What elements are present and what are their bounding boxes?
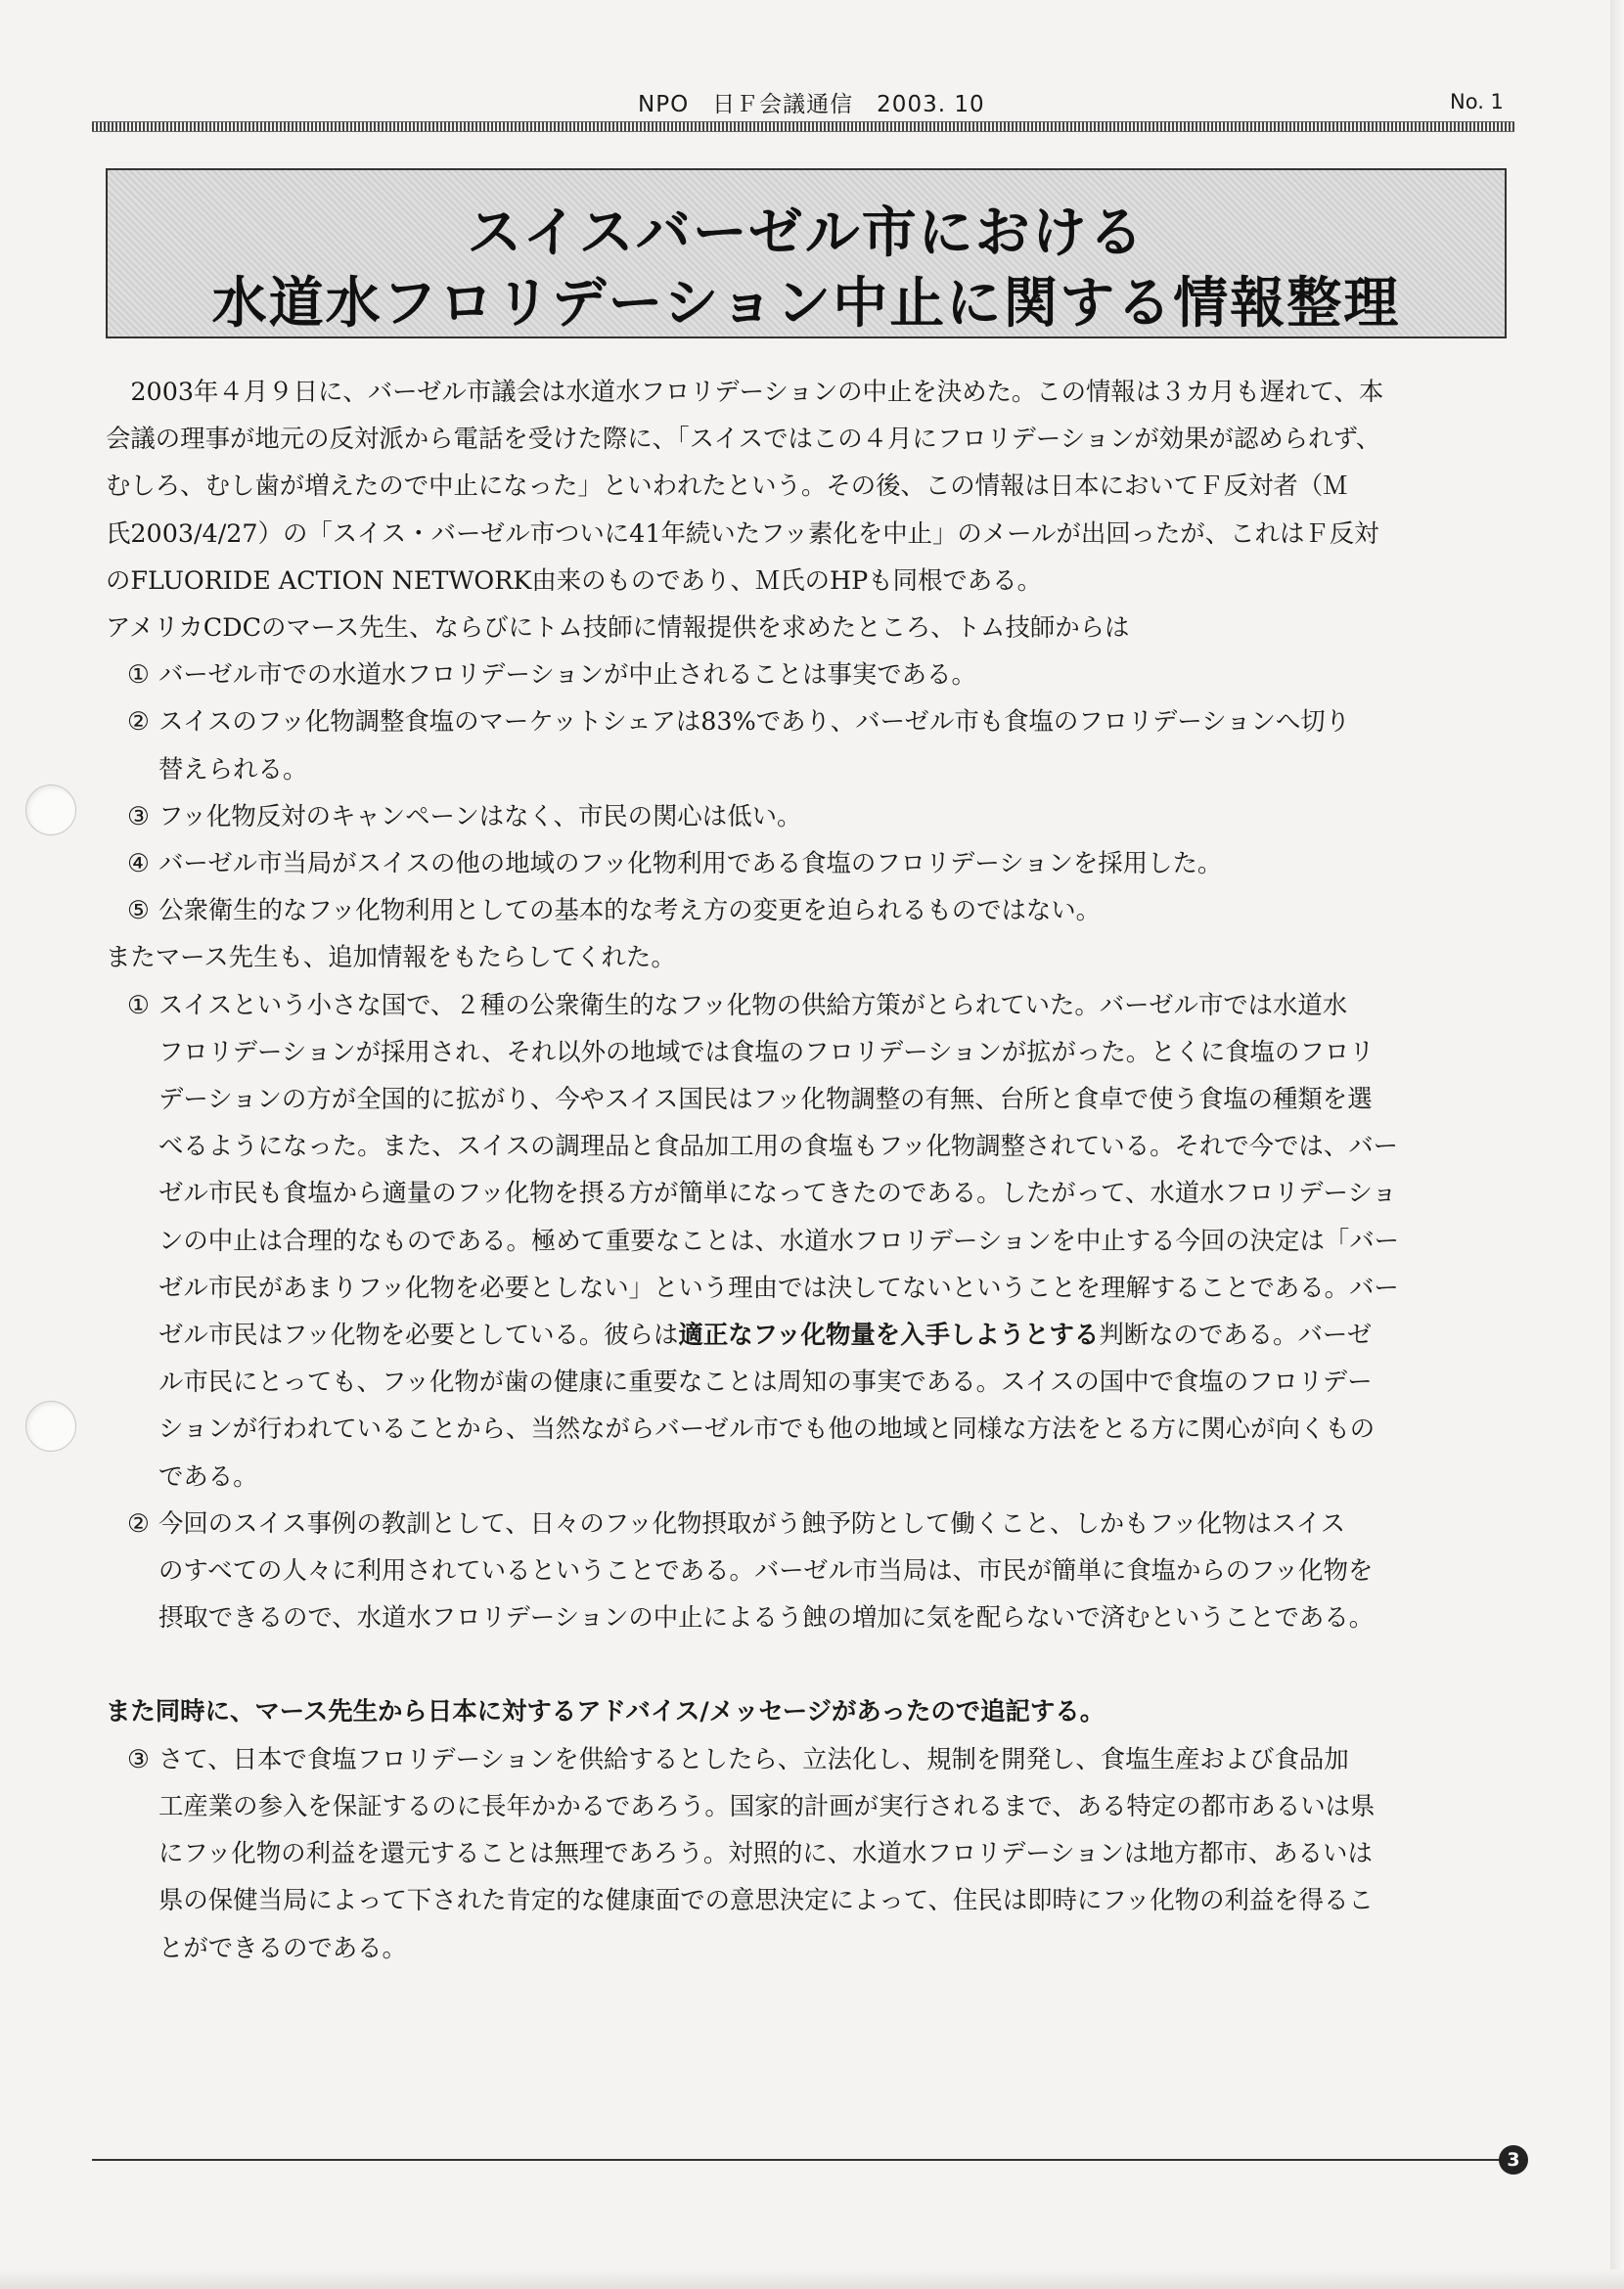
text-line: ションが行われていることから、当然ながらバーゼル市でも他の地域と同様な方法をとる方に関心が向くもの	[158, 1414, 1376, 1444]
advice-heading: また同時に、マース先生から日本に対するアドバイス/メッセージがあったので追記する。	[106, 1696, 1105, 1727]
binder-hole	[25, 1401, 76, 1452]
page-edge	[1610, 0, 1624, 2289]
text-span: ゼル市民はフッ化物を必要としている。彼らは	[158, 1320, 679, 1350]
item-number: ①	[127, 989, 150, 1019]
item-number: ①	[127, 659, 150, 690]
mars-item-3	[106, 1735, 1503, 1971]
title-line-1: スイスバーゼル市における	[467, 202, 1146, 265]
title-line-2: 水道水フロリデーション中止に関する情報整理	[211, 272, 1401, 336]
text-line: むしろ、むし歯が増えたので中止になった」といわれたという。その後、この情報は日本においてＦ反対者（Ｍ	[106, 471, 1348, 501]
text-line: のすべての人々に利用されているということである。バーゼル市当局は、市民が簡単に食塩からのフッ化物を	[158, 1555, 1374, 1586]
text-line: スイスという小さな国で、２種の公衆衛生的なフッ化物の供給方策がとられていた。バーゼル市では水道水	[158, 989, 1348, 1019]
mars-intro: またマース先生も、追加情報をもたらしてくれた。	[106, 942, 676, 972]
text-line: さて、日本で食塩フロリデーションを供給するとしたら、立法化し、規制を開発し、食塩生産および食品加	[158, 1743, 1349, 1773]
text-line: ゼル市民があまりフッ化物を必要としない」という理由では決してないということを理解することである。バー	[158, 1272, 1399, 1302]
item-number: ⑤	[127, 895, 150, 925]
text-line: 替えられる。	[158, 753, 308, 784]
text-line: スイスのフッ化物調整食塩のマーケットシェアは83%であり、バーゼル市も食塩のフロリデーションへ切り	[158, 706, 1351, 737]
text-line: フロリデーションが採用され、それ以外の地域では食塩のフロリデーションが拡がった。とくに食塩のフロリ	[158, 1036, 1375, 1066]
text-line: バーゼル市での水道水フロリデーションが中止されることは事実である。	[158, 659, 976, 690]
text-line: 公衆衛生的なフッ化物利用としての基本的な考え方の変更を迫られるものではない。	[158, 895, 1102, 925]
text-line: 摂取できるので、水道水フロリデーションの中止によるう蝕の増加に気を配らないで済むということである。	[158, 1602, 1375, 1633]
tom-item-4	[106, 839, 1503, 886]
text-line: のFLUORIDE ACTION NETWORK由来のものであり、Ｍ氏のHPも同根である。	[106, 564, 1042, 595]
text-line: 2003年４月９日に、バーゼル市議会は水道水フロリデーションの中止を決めた。この情報は３カ月も遅れて、本	[130, 377, 1384, 406]
text-line: ンの中止は合理的なものである。極めて重要なことは、水道水フロリデーションを中止する今回の決定は「バー	[158, 1225, 1400, 1255]
text-line: にフッ化物の利益を還元することは無理であろう。対照的に、水道水フロリデーションは地方都市、あるいは	[158, 1838, 1373, 1868]
text-line: 今回のスイス事例の教訓として、日々のフッ化物摂取がう蝕予防として働くこと、しかもフッ化物はスイス	[158, 1507, 1346, 1538]
newsletter-title: NPO 日Ｆ会議通信 2003. 10	[638, 92, 985, 117]
binder-hole	[25, 785, 76, 835]
text-line: 会議の理事が地元の反対派から電話を受けた際に、「スイスではこの４月にフロリデーションが効果が認められず、	[106, 424, 1381, 454]
text-line: デーションの方が全国的に拡がり、今やスイス国民はフッ化物調整の有無、台所と食卓で使う食塩の種類を選	[158, 1084, 1373, 1114]
tom-item-5	[106, 886, 1503, 933]
text-line: 工産業の参入を保証するのに長年かかるであろう。国家的計画が実行されるまで、ある特定の都市あるいは県	[158, 1790, 1376, 1820]
text-line: べるようになった。また、スイスの調理品と食品加工用の食塩もフッ化物調整されている。それで今では、バー	[158, 1131, 1398, 1161]
paragraph-spacer	[106, 1640, 1503, 1687]
text-line: である。	[158, 1460, 258, 1491]
tom-item-2	[106, 697, 1503, 791]
text-line: ゼル市民も食塩から適量のフッ化物を摂る方が簡単になってきたのである。したがって、水道水フロリデーショ	[158, 1178, 1397, 1208]
text-line: 県の保健当局によって下された肯定的な健康面での意思決定によって、住民は即時にフッ化物の利益を得るこ	[158, 1885, 1374, 1915]
text-line: フッ化物反対のキャンペーンはなく、市民の関心は低い。	[158, 800, 802, 830]
scan-shadow	[0, 2269, 1624, 2289]
text-line: 氏2003/4/27）の「スイス・バーゼル市ついに41年続いたフッ素化を中止」のメールが出回ったが、これはＦ反対	[106, 517, 1379, 548]
text-line: バーゼル市当局がスイスの他の地域のフッ化物利用である食塩のフロリデーションを採用した。	[158, 848, 1223, 878]
footer-rule	[92, 2159, 1507, 2161]
issue-number: No. 1	[1450, 90, 1504, 113]
item-number: ④	[127, 848, 150, 878]
title-box	[106, 168, 1507, 338]
text-line	[158, 1311, 1503, 1358]
cdc-intro: アメリカCDCのマース先生、ならびにトム技師に情報提供を求めたところ、トム技師からは	[106, 612, 1130, 643]
article-body	[106, 362, 1503, 1971]
mars-item-2	[106, 1500, 1503, 1641]
text-span: 判断なのである。バーゼ	[1099, 1320, 1373, 1350]
page-header	[0, 86, 1624, 125]
header-rule	[92, 121, 1514, 132]
item-number: ③	[127, 1743, 150, 1773]
text-line: ル市民にとっても、フッ化物が歯の健康に重要なことは周知の事実である。スイスの国中で食塩のフロリデー	[158, 1367, 1373, 1397]
tom-item-3	[106, 792, 1503, 839]
text-line: とができるのである。	[158, 1932, 407, 1962]
mars-item-1	[106, 981, 1503, 1500]
item-number: ②	[127, 706, 150, 737]
item-number: ③	[127, 800, 150, 830]
page-number: 3	[1499, 2145, 1528, 2175]
item-number: ②	[127, 1507, 150, 1538]
emphasis-text: 適正なフッ化物量を入手しようとする	[678, 1320, 1100, 1350]
intro-paragraph	[106, 368, 1503, 604]
tom-item-1	[106, 651, 1503, 697]
